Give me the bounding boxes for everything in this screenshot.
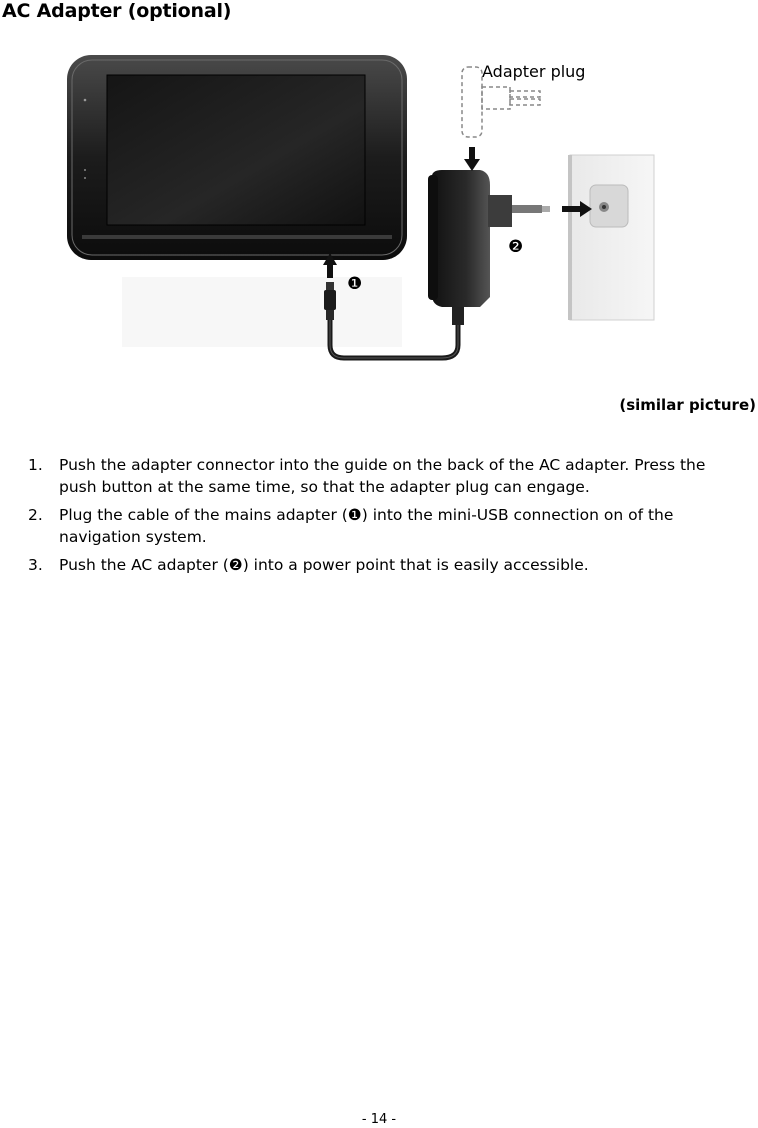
page-number: - 14 - (361, 1112, 397, 1127)
marker-2: ❷ (508, 237, 524, 257)
step-text: Push the AC adapter (❷) into a power point that is easily accessible. (59, 556, 589, 574)
instruction-step (28, 454, 743, 498)
adapter-plug-callout: Adapter plug (482, 62, 586, 81)
ac-adapter-illustration (62, 45, 662, 365)
ac-adapter (428, 170, 550, 325)
insert-arrow-down (464, 147, 480, 171)
step-text: Push the adapter connector into the guide on the back of the AC adapter. Press the push button at the same time, so that the adapter plug can engage. (59, 456, 706, 496)
instruction-step (28, 504, 743, 548)
marker-1: ❶ (347, 274, 363, 294)
wall-socket (568, 155, 654, 320)
navigation-device (67, 55, 407, 260)
step-number: 2. (28, 506, 43, 524)
instruction-list (28, 454, 743, 582)
instruction-step (28, 554, 743, 576)
section-heading: AC Adapter (optional) (2, 0, 232, 22)
step-number: 1. (28, 456, 43, 474)
step-text: Plug the cable of the mains adapter (❶) into the mini-USB connection on of the navigation system. (59, 506, 674, 546)
step-number: 3. (28, 556, 43, 574)
figure-caption: (similar picture) (619, 396, 756, 414)
